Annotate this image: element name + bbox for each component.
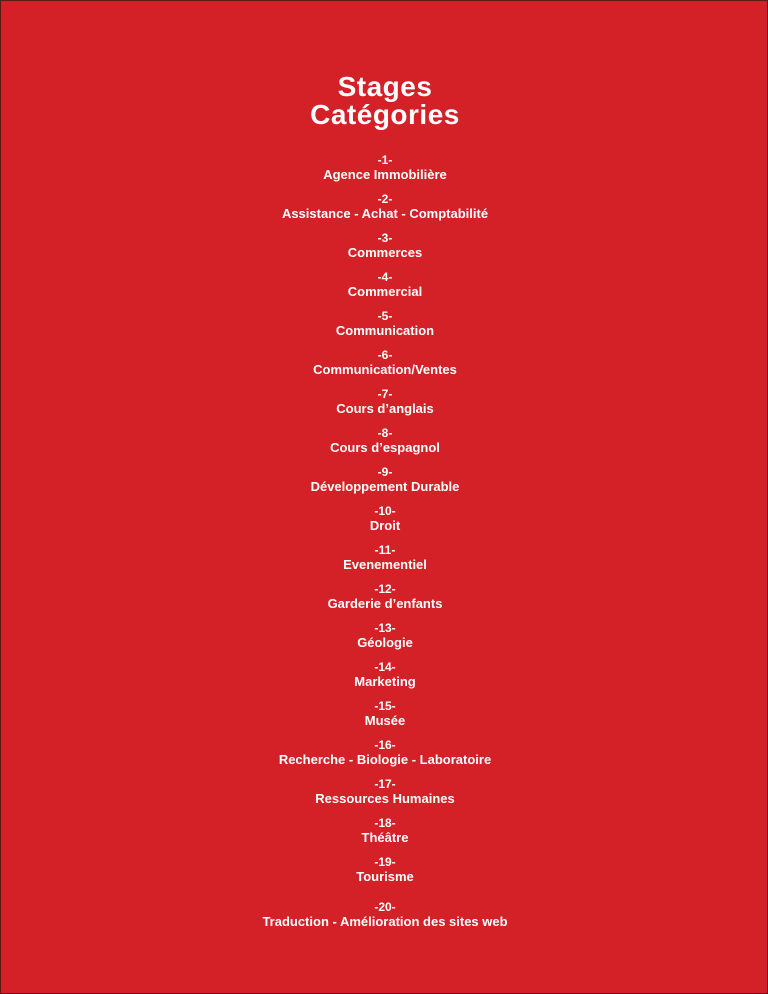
category-label: Musée xyxy=(364,713,406,728)
category-list xyxy=(1,153,768,939)
category-label: Recherche - Biologie - Laboratoire xyxy=(278,752,492,767)
category-number: -4- xyxy=(377,270,393,284)
page-title xyxy=(1,73,768,129)
category-label: Commerces xyxy=(347,245,423,260)
category-number: -12- xyxy=(374,582,396,596)
category-item xyxy=(1,855,768,894)
category-item xyxy=(1,504,768,543)
category-item xyxy=(1,153,768,192)
category-number: -18- xyxy=(374,816,396,830)
category-label: Commercial xyxy=(347,284,423,299)
category-label: Droit xyxy=(369,518,401,533)
category-item xyxy=(1,777,768,816)
title-stages: Stages xyxy=(337,71,433,102)
category-number: -3- xyxy=(377,231,393,245)
category-label: Cours d’anglais xyxy=(336,401,434,416)
category-item xyxy=(1,660,768,699)
category-item xyxy=(1,231,768,270)
category-label: Théâtre xyxy=(361,830,409,845)
category-label: Géologie xyxy=(357,635,413,650)
category-number: -11- xyxy=(374,543,396,557)
category-number: -9- xyxy=(377,465,393,479)
category-item xyxy=(1,465,768,504)
category-item xyxy=(1,900,768,939)
category-number: -19- xyxy=(374,855,396,869)
category-label: Tourisme xyxy=(356,869,414,884)
category-number: -20- xyxy=(374,900,396,914)
category-label: Communication/Ventes xyxy=(313,362,457,377)
category-label: Développement Durable xyxy=(310,479,460,494)
category-label: Communication xyxy=(335,323,435,338)
category-label: Traduction - Amélioration des sites web xyxy=(262,914,508,929)
category-item xyxy=(1,699,768,738)
category-item xyxy=(1,738,768,777)
category-number: -1- xyxy=(377,153,393,167)
category-number: -13- xyxy=(374,621,396,635)
category-item xyxy=(1,816,768,855)
category-item xyxy=(1,387,768,426)
title-categories: Catégories xyxy=(310,99,460,130)
category-label: Marketing xyxy=(354,674,416,689)
category-number: -6- xyxy=(377,348,393,362)
category-item xyxy=(1,426,768,465)
category-label: Cours d’espagnol xyxy=(330,440,440,455)
category-number: -14- xyxy=(374,660,396,674)
category-label: Evenementiel xyxy=(343,557,427,572)
category-number: -2- xyxy=(377,192,393,206)
category-number: -15- xyxy=(374,699,396,713)
category-number: -8- xyxy=(377,426,393,440)
category-item xyxy=(1,543,768,582)
category-item xyxy=(1,621,768,660)
category-item xyxy=(1,348,768,387)
category-item xyxy=(1,270,768,309)
category-number: -7- xyxy=(377,387,393,401)
category-item xyxy=(1,309,768,348)
category-label: Garderie d’enfants xyxy=(327,596,443,611)
category-item xyxy=(1,582,768,621)
category-number: -10- xyxy=(374,504,396,518)
category-item xyxy=(1,192,768,231)
category-number: -17- xyxy=(374,777,396,791)
category-number: -16- xyxy=(374,738,396,752)
category-label: Ressources Humaines xyxy=(315,791,455,806)
category-label: Assistance - Achat - Comptabilité xyxy=(281,206,489,221)
category-label: Agence Immobilière xyxy=(323,167,447,182)
category-number: -5- xyxy=(377,309,393,323)
